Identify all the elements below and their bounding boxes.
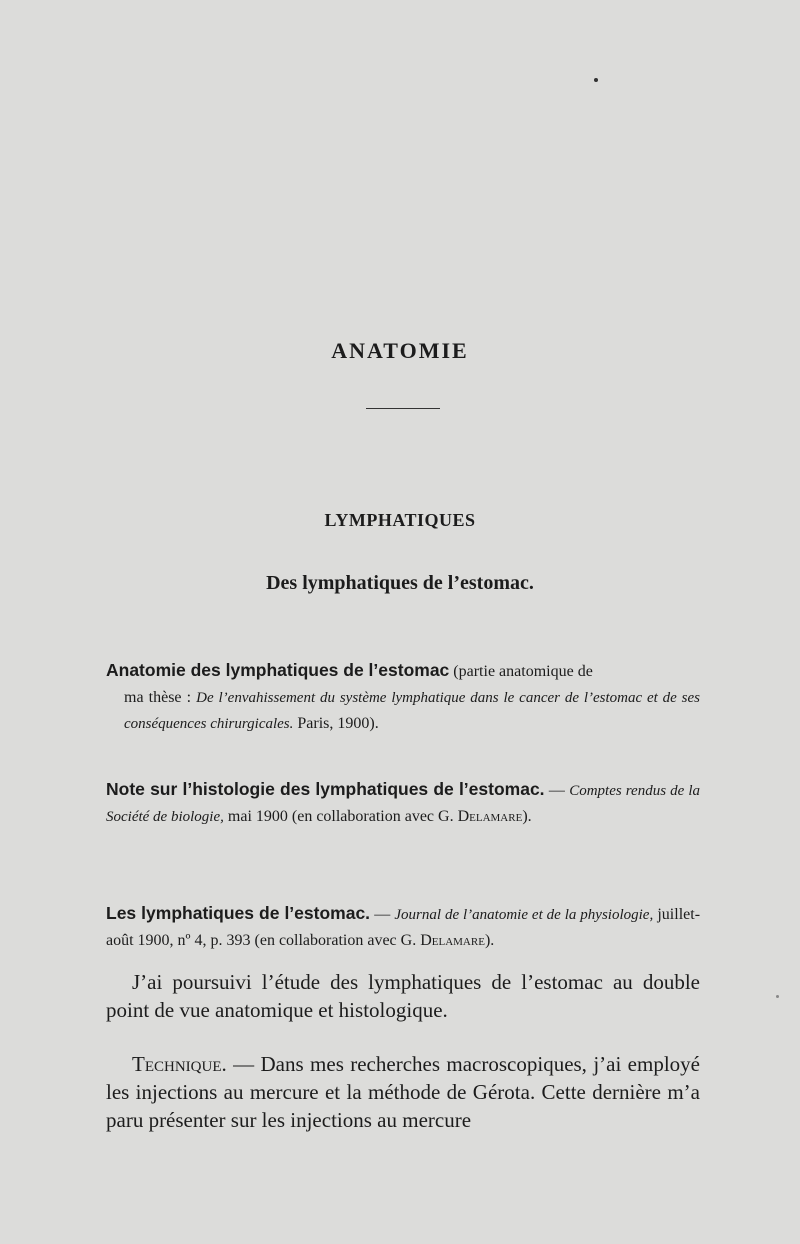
- subsection-heading: Des lymphatiques de l’estomac.: [266, 572, 534, 594]
- print-speck: [594, 78, 598, 82]
- author-name: Delamare: [457, 808, 523, 825]
- entry-text: mai 1900 (en collaboration avec G.: [223, 808, 458, 825]
- entry-text: juillet-août 1900, nº 4, p. 393 (en collaboration avec G.: [106, 906, 701, 949]
- entry-italic: Comptes rendus de la Société de biologie,: [106, 783, 700, 825]
- entry-title: Anatomie des lymphatiques de l’estomac: [106, 660, 450, 680]
- entry-text: ).: [484, 932, 495, 949]
- paragraph-label: Technique.: [132, 1052, 227, 1076]
- entry-text: Paris, 1900).: [293, 715, 379, 732]
- heading-divider: [366, 408, 440, 409]
- bibliography-entry-3: [106, 900, 700, 954]
- bibliography-entry-2: [106, 776, 700, 830]
- body-paragraph-2: [106, 1050, 700, 1134]
- entry-text: (partie anatomique de: [449, 663, 593, 680]
- entry-text: ).: [522, 808, 532, 825]
- entry-italic: Journal de l’anatomie et de la physiologie,: [394, 907, 654, 923]
- entry-dash: —: [544, 782, 570, 799]
- entry-title: Note sur l’histologie des lymphatiques de l’estomac.: [106, 779, 545, 799]
- author-name: Delamare: [420, 932, 485, 949]
- entry-continuation: [106, 685, 700, 737]
- entry-italic: De l’envahissement du système lymphatique dans le cancer de l’estomac et de ses conséquences chirurgicales.: [124, 690, 700, 732]
- section-heading: LYMPHATIQUES: [324, 510, 476, 530]
- bibliography-entry-1: [106, 657, 700, 737]
- entry-dash: —: [370, 906, 395, 923]
- print-speck: [776, 995, 779, 998]
- entry-text: ma thèse :: [124, 689, 197, 706]
- paragraph-text: — Dans mes recherches macroscopiques, j’ai employé les injections au mercure et la méthode de Gérota. Cette dernière m’a paru présenter sur les injections au mercure: [106, 1052, 700, 1132]
- main-heading: ANATOMIE: [331, 338, 469, 363]
- entry-title: Les lymphatiques de l’estomac.: [106, 903, 371, 923]
- body-paragraph-1: J’ai poursuivi l’étude des lymphatiques de l’estomac au double point de vue anatomique et histologique.: [106, 970, 700, 1022]
